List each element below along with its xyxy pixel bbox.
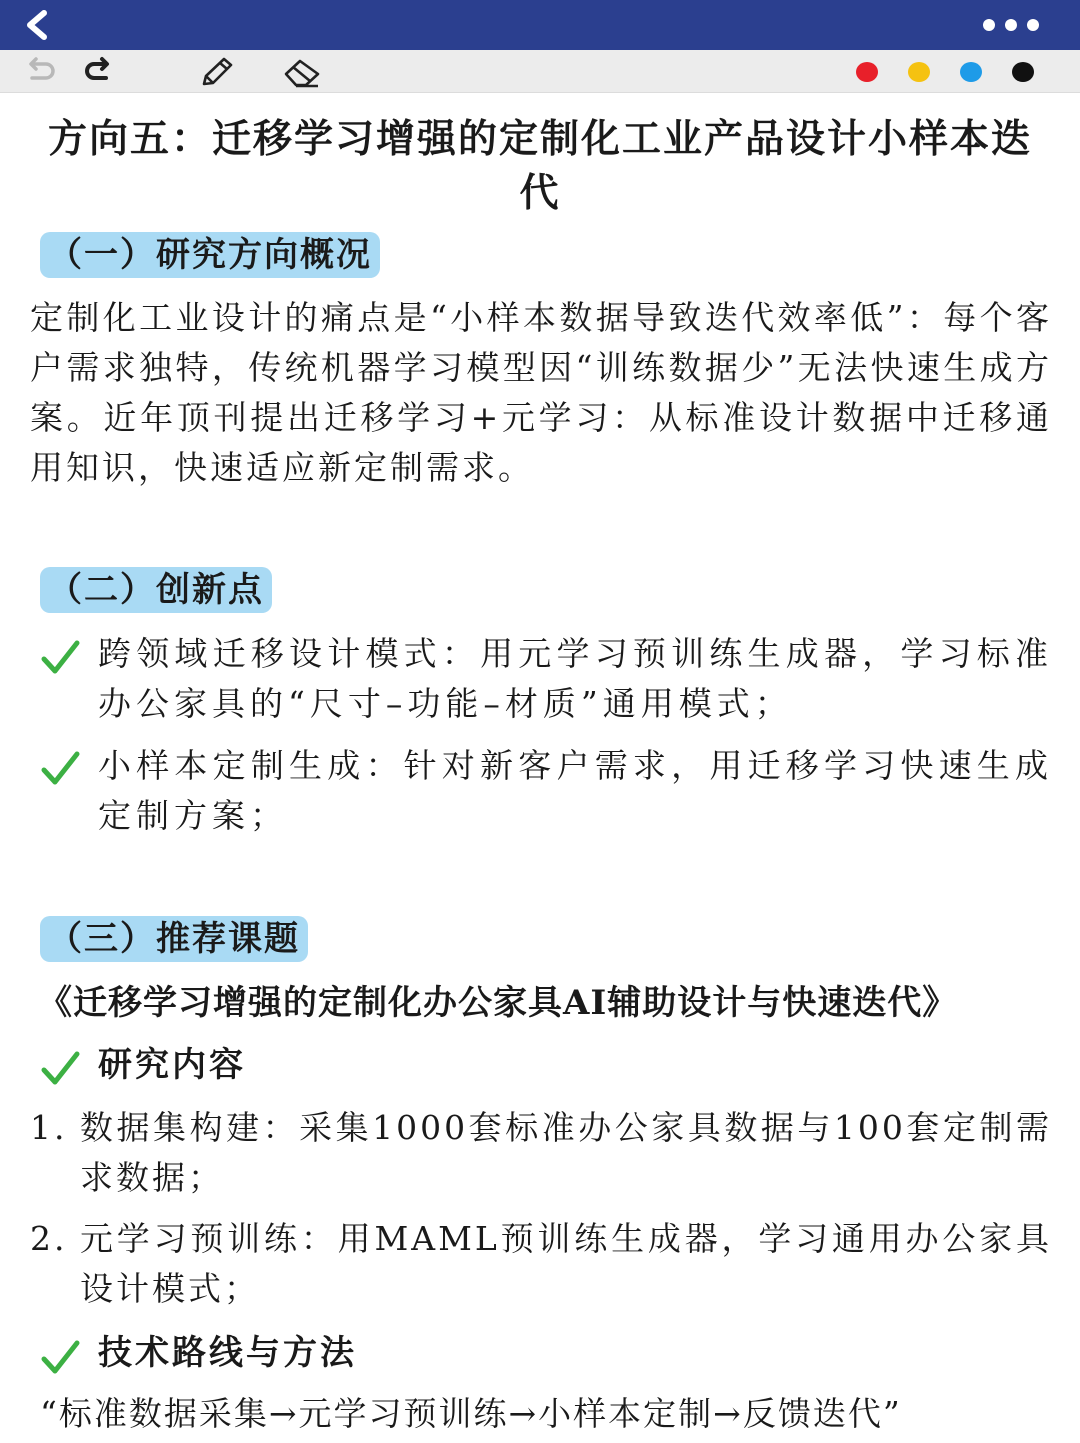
innovation-bullet: 小样本定制生成：针对新客户需求，用迁移学习快速生成定制方案； [98,746,1053,835]
undo-icon [22,56,58,86]
redo-button[interactable] [80,56,116,86]
item-text: 元学习预训练：用MAML预训练生成器，学习通用办公家具设计模式； [80,1219,1052,1308]
technical-route-text: “标准数据采集→元学习预训练→小样本定制→反馈迭代” [40,1394,902,1433]
section-heading-innovation: （二）创新点 [40,567,272,613]
numbered-item [30,1103,1052,1203]
pen-color-black[interactable] [1012,62,1034,82]
overview-paragraph: 定制化工业设计的痛点是“小样本数据导致迭代效率低”：每个客户需求独特，传统机器学习模型因“训练数据少”无法快速生成方案。近年顶刊提出迁移学习+元学习：从标准设计数据中迁移通用知识，快速适应新定制需求。 [30,298,1052,487]
item-number: 1. [30,1108,68,1147]
back-button[interactable] [20,8,56,42]
checkmark-icon [40,1337,80,1377]
section-heading-topic: （三）推荐课题 [40,916,308,962]
method-heading: 技术路线与方法 [98,1333,357,1373]
pencil-icon [198,56,234,88]
pen-color-red[interactable] [856,62,878,82]
checkmark-icon [40,1048,80,1088]
eraser-icon [282,56,322,88]
section-heading-overview: （一）研究方向概况 [40,232,380,278]
innovation-bullet: 跨领域迁移设计模式：用元学习预训练生成器，学习标准办公家具的“尺寸–功能–材质”通用模式； [98,634,1053,723]
item-number: 2. [30,1219,68,1258]
research-content-heading: 研究内容 [98,1045,246,1085]
item-text: 数据集构建：采集1000套标准办公家具数据与100套定制需求数据； [80,1108,1052,1197]
more-options-button[interactable] [980,14,1042,36]
undo-button[interactable] [22,56,58,86]
numbered-item [30,1214,1052,1314]
top-app-bar [0,0,1080,50]
pencil-tool-button[interactable] [198,56,234,86]
eraser-tool-button[interactable] [282,56,322,86]
checkmark-icon [40,637,80,677]
checkmark-icon [40,748,80,788]
pen-color-yellow[interactable] [908,62,930,82]
pen-color-blue[interactable] [960,62,982,82]
more-horizontal-icon [980,14,1042,36]
page-title: 方向五：迁移学习增强的定制化工业产品设计小样本迭代 [47,116,1032,216]
chevron-left-icon [20,8,56,42]
recommended-topic-title: 《迁移学习增强的定制化办公家具AI辅助设计与快速迭代》 [38,983,958,1023]
redo-icon [80,56,116,86]
